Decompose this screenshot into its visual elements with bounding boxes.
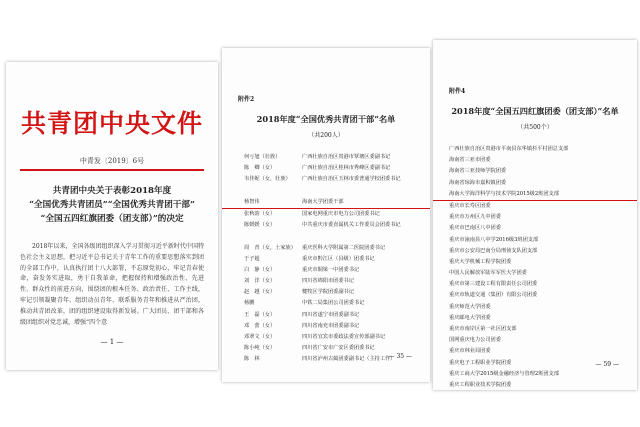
- person-name: 于子超: [244, 255, 260, 262]
- organization-name: 海南大学海洋科学与技术学院2015级2班团支部: [449, 190, 559, 197]
- organization-name: 重庆市南岸区第一社区团支部: [449, 326, 517, 332]
- list-row: [433, 380, 637, 390]
- person-name: 白 静（女）: [244, 266, 276, 273]
- organization-name: 重庆市公安局巴南分局刑侦支队团支部: [449, 247, 538, 254]
- list-row: [222, 243, 430, 254]
- person-unit: 犍牧区学院团委副书记: [302, 289, 354, 296]
- list-count: （共500个）: [517, 124, 553, 131]
- list-row: [433, 201, 637, 212]
- list-row: [433, 302, 637, 313]
- organization-name: 国网重庆电力公司团委: [449, 337, 501, 344]
- person-unit: 四川省遂宁市团委副书记: [302, 311, 360, 318]
- list-row: [433, 178, 637, 189]
- list-row: [433, 166, 637, 177]
- person-unit: 中共重庆市委直属机关工作委员会团委书记: [302, 222, 401, 229]
- list-row: [222, 298, 430, 309]
- person-name: 陈 卿（女）: [244, 165, 276, 172]
- organization-name: 海南省琼海市嘉积镇团委: [449, 179, 507, 186]
- organization-list: [433, 144, 637, 390]
- person-name: 邓 蕾（女）: [244, 322, 276, 329]
- person-unit: 四川省泸州古蔺团委副书记（主持工作）: [302, 356, 396, 363]
- page-number: — 35 —: [388, 353, 412, 360]
- person-name: 韦佳妮（女，壮族）: [244, 176, 291, 183]
- person-name: 刘 洋（女）: [244, 278, 276, 285]
- person-unit: 四川省绵阳市团委书记: [302, 278, 354, 285]
- list-row: [433, 313, 637, 324]
- person-unit: 四川省南充市团委副书记: [302, 322, 360, 329]
- organization-name: 重庆市潼南县八中学2016级3班团支部: [449, 236, 539, 243]
- highlighted-row: [433, 189, 637, 201]
- list-row: [433, 335, 637, 346]
- organization-name: 海南省三亚技师学院团委: [449, 168, 507, 175]
- person-name: 陈 林: [244, 356, 260, 363]
- list-row: [433, 223, 637, 234]
- person-unit: 重庆市黔江区（县级）团委书记: [302, 255, 375, 262]
- list-row: [222, 186, 430, 197]
- list-row: [433, 246, 637, 257]
- list-row: [433, 369, 637, 380]
- organization-name: 海南省三亚市团委: [449, 157, 491, 164]
- highlighted-row: [222, 197, 430, 209]
- person-unit: 中铁二局集团公司团委书记: [302, 300, 365, 307]
- person-name: 陈小纯（女）: [244, 345, 276, 352]
- list-row: [222, 321, 430, 332]
- organization-name: 重庆市万州区九中团委: [449, 214, 501, 221]
- list-row: [433, 324, 637, 335]
- page-number: — 59 —: [595, 361, 619, 368]
- annex-label: 附件2: [238, 96, 255, 103]
- document-page-3: [433, 40, 637, 390]
- organization-name: 广西壮族自治区贵港市平南县东华镇杉平村团总支部: [449, 146, 569, 152]
- list-row: [222, 220, 430, 231]
- organization-name: 重庆电子工程职业学院团委: [449, 359, 512, 366]
- person-unit: 广西壮族自治区玉林市委普通学校团委书记: [302, 176, 401, 183]
- person-name: 杨智伟: [244, 198, 260, 205]
- organization-name: 重庆师范大学团委: [449, 303, 491, 310]
- person-unit: 四川省宜宾市委政法委宣传部副书记: [302, 334, 386, 340]
- title-line: 共青团中央关于表彰2018年度: [52, 186, 172, 196]
- person-name: 张秋韵（女）: [244, 210, 276, 217]
- person-name: 杨鹏: [244, 300, 255, 307]
- red-divider: [20, 169, 204, 171]
- organization-name: 重庆工商大学2015级金融经济与管理2班团支部: [449, 370, 559, 377]
- person-name: 王 磊（女）: [244, 311, 276, 318]
- person-name: 邓翠文（女）: [244, 334, 276, 340]
- document-page-1: [6, 62, 218, 370]
- list-row: [222, 209, 430, 220]
- organization-name: 重庆市林业局团委: [449, 348, 491, 355]
- organization-name: 重庆市轨道交通（集团）有限公司团委: [449, 292, 538, 299]
- list-title: 2018年度“全国五四红旗团委（团支部）”名单: [451, 106, 619, 116]
- person-name: 周 青（女，土家族）: [244, 244, 296, 251]
- list-row: [222, 254, 430, 265]
- list-row: [433, 212, 637, 223]
- list-row: [433, 235, 637, 246]
- list-row: [222, 265, 430, 276]
- list-row: [433, 290, 637, 301]
- organization-name: 重庆市巴南区八中团委: [449, 225, 501, 232]
- page-number: — 1 —: [100, 338, 124, 346]
- person-name: 赵 越（女）: [244, 289, 276, 296]
- title-line: “全国五四红旗团委（团支部）”的决定: [40, 214, 184, 224]
- person-name: 陈媛媛（女）: [244, 222, 276, 229]
- list-row: [433, 346, 637, 357]
- list-row: [433, 155, 637, 166]
- person-unit: 四川省广安市广安区委团委书记: [302, 345, 375, 352]
- list-row: [222, 287, 430, 298]
- decision-title: [16, 184, 208, 226]
- list-row: [222, 174, 430, 185]
- organization-name: 重庆邮电大学团委: [449, 314, 491, 321]
- organization-name: 重庆工程职业技术学院团委: [449, 381, 512, 388]
- organization-name: 重庆市第三建设工程有限责任公司团委: [449, 281, 538, 288]
- list-row: [222, 276, 430, 287]
- list-row: [222, 231, 430, 242]
- person-unit: 重庆医科大学附属第二医院团委书记: [302, 244, 386, 251]
- person-unit: 国家电网重庆市电力公司团委书记: [302, 210, 380, 217]
- list-title: 2018年度“全国优秀共青团干部”名单: [256, 114, 396, 124]
- document-page-2: [222, 48, 430, 382]
- red-header: 共青团中央文件: [20, 109, 203, 138]
- list-row: [433, 279, 637, 290]
- list-row: [222, 310, 430, 321]
- document-number: 中青发〔2019〕6号: [79, 157, 145, 165]
- body-text: 2018年以来，全国各级团组织深入学习贯彻习近平新时代中国特色社会主义思想，把习近平总书记关于青年工作的重要思想落实到团的全部工作中，认真执行团十八大部署，不忘原党初心，牢记青春使命，奋发务实进取，勇于自我革命，把握保持和增强政治性、先进性、群众性的前进方向，围绕团的根本任务、政治责任、工作主线，牢记引领凝聚青年、组织动员青年、联系服务青年和推进从严治团，推动共青团改革，团的组织建设取得新发展。广大团员、团干部和各级团组织对党忠诚，增强“四个意: [20, 243, 204, 326]
- organization-name: 重庆大学机械工程学院团委: [449, 258, 512, 265]
- list-row: [222, 163, 430, 174]
- organization-name: 中国人民解放军陆军军医大学团委: [449, 270, 527, 277]
- person-name: 何亏旭（壮族）: [244, 154, 281, 160]
- list-count: （共200人）: [308, 132, 344, 139]
- person-unit: 广西壮族自治区贵港市覃塘区委副书记: [302, 154, 391, 160]
- person-unit: 重庆市铜梁一中团委书记: [302, 266, 360, 273]
- organization-name: 重庆市长寿区团委: [449, 202, 491, 209]
- list-row: [433, 268, 637, 279]
- name-list: [222, 152, 430, 366]
- person-unit: 广西壮族自治区桂林市秀峰区委副书记: [302, 165, 391, 172]
- title-line: “全国优秀共青团员”“全国优秀共青团干部”: [29, 200, 195, 210]
- annex-label: 附件4: [449, 88, 466, 95]
- list-row: [433, 144, 637, 155]
- list-row: [222, 332, 430, 343]
- list-row: [433, 257, 637, 268]
- list-row: [222, 152, 430, 163]
- person-unit: 海南大学团委干部: [302, 198, 344, 205]
